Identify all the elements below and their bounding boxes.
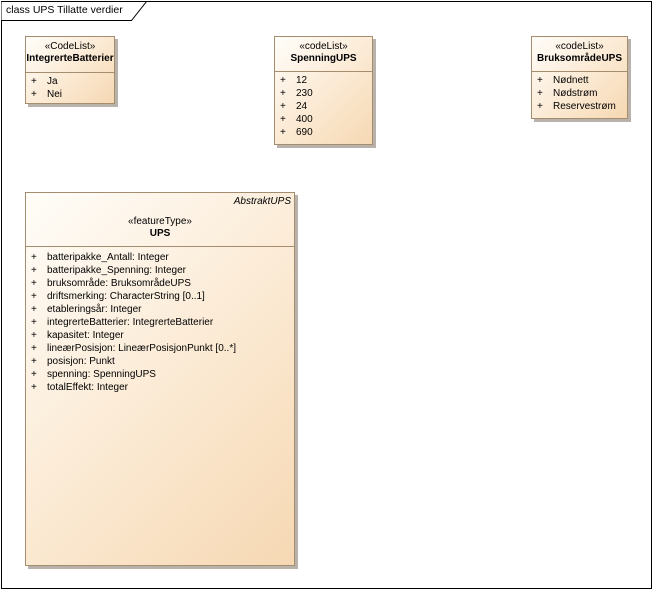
attribute-row <box>26 368 294 381</box>
attribute-text: 230 <box>296 88 313 99</box>
visibility-marker: + <box>31 317 37 328</box>
class-spenning-ups[interactable] <box>274 36 373 145</box>
attribute-row <box>532 87 627 100</box>
attribute-row <box>26 342 294 355</box>
attribute-text: Ja <box>47 76 58 87</box>
attribute-row <box>275 126 372 139</box>
visibility-marker: + <box>280 127 286 138</box>
attribute-text: Nødnett <box>553 75 589 86</box>
class-stereotype: «codeList» <box>299 41 348 52</box>
visibility-marker: + <box>31 89 37 100</box>
visibility-marker: + <box>31 369 37 380</box>
class-stereotype: «CodeList» <box>44 41 96 52</box>
visibility-marker: + <box>537 88 543 99</box>
attribute-text: spenning: SpenningUPS <box>47 369 156 380</box>
attribute-text: kapasitet: Integer <box>47 330 124 341</box>
attribute-row <box>26 277 294 290</box>
class-ups[interactable] <box>25 192 295 566</box>
visibility-marker: + <box>31 291 37 302</box>
attribute-text: 690 <box>296 127 313 138</box>
attribute-text: 12 <box>296 75 308 86</box>
attribute-row <box>275 100 372 113</box>
class-bruksomrade-ups[interactable] <box>531 36 628 119</box>
attribute-list <box>26 75 114 101</box>
attribute-text: 24 <box>296 101 308 112</box>
attribute-list <box>275 74 372 139</box>
attribute-row <box>275 87 372 100</box>
visibility-marker: + <box>280 101 286 112</box>
attribute-text: batteripakke_Spenning: Integer <box>47 265 186 276</box>
attribute-text: 400 <box>296 114 313 125</box>
attribute-row <box>532 100 627 113</box>
attribute-row <box>26 251 294 264</box>
visibility-marker: + <box>280 114 286 125</box>
attribute-row <box>275 113 372 126</box>
attribute-text: integrerteBatterier: IntegrerteBatterier <box>47 317 214 328</box>
attribute-row <box>532 74 627 87</box>
visibility-marker: + <box>31 330 37 341</box>
attribute-text: driftsmerking: CharacterString [0..1] <box>47 291 205 302</box>
attribute-row <box>26 329 294 342</box>
visibility-marker: + <box>31 356 37 367</box>
class-name: BruksområdeUPS <box>536 53 623 64</box>
attribute-row <box>275 74 372 87</box>
attribute-text: etableringsår: Integer <box>47 304 142 315</box>
attribute-text: lineærPosisjon: LineærPosisjonPunkt [0..*] <box>47 343 236 354</box>
attribute-text: posisjon: Punkt <box>47 356 115 367</box>
class-stereotype: «codeList» <box>555 41 604 52</box>
attribute-text: Nei <box>47 89 63 100</box>
abstract-parent-label: AbstraktUPS <box>233 196 291 207</box>
class-name: UPS <box>149 228 171 239</box>
attribute-row <box>26 75 114 88</box>
visibility-marker: + <box>280 75 286 86</box>
attribute-row <box>26 316 294 329</box>
attribute-row <box>26 88 114 101</box>
visibility-marker: + <box>31 265 37 276</box>
attribute-row <box>26 264 294 277</box>
visibility-marker: + <box>537 101 543 112</box>
visibility-marker: + <box>31 252 37 263</box>
class-integrerte-batterier[interactable] <box>25 36 115 104</box>
visibility-marker: + <box>31 278 37 289</box>
attribute-text: batteripakke_Antall: Integer <box>47 252 169 263</box>
class-name: SpenningUPS <box>290 53 357 64</box>
attribute-row <box>26 303 294 316</box>
attribute-text: Nødstrøm <box>553 88 598 99</box>
class-name: IntegrerteBatterier <box>26 53 114 64</box>
attribute-row <box>26 355 294 368</box>
attribute-text: totalEffekt: Integer <box>47 382 128 393</box>
visibility-marker: + <box>537 75 543 86</box>
attribute-text: bruksområde: BruksområdeUPS <box>47 278 191 289</box>
visibility-marker: + <box>31 343 37 354</box>
class-stereotype: «featureType» <box>128 216 192 227</box>
visibility-marker: + <box>31 382 37 393</box>
attribute-list <box>532 74 627 113</box>
attribute-row <box>26 290 294 303</box>
diagram-title: class UPS Tillatte verdier <box>6 4 123 16</box>
attribute-list <box>26 251 294 394</box>
attribute-row <box>26 381 294 394</box>
visibility-marker: + <box>31 76 37 87</box>
attribute-text: Reservestrøm <box>553 101 616 112</box>
visibility-marker: + <box>280 88 286 99</box>
visibility-marker: + <box>31 304 37 315</box>
